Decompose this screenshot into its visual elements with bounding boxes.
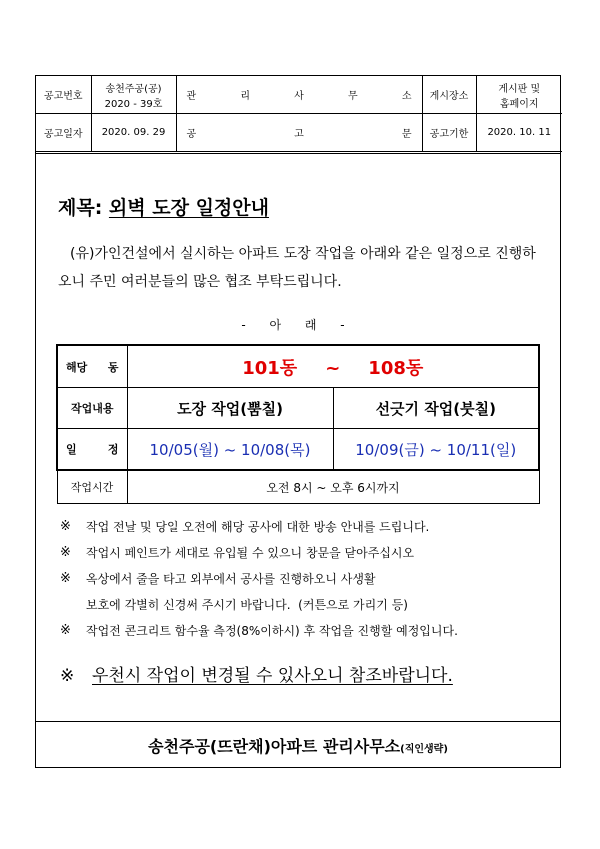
date-brush: 10/09(금) ~ 10/11(일) <box>333 429 539 471</box>
building-range: 101동 ~ 108동 <box>127 345 539 388</box>
notice-number-label: 공고번호 <box>36 76 91 114</box>
office-signature: 송천주공(뜨란채)아파트 관리사무소(직인생략) <box>148 737 448 756</box>
note-item: ※ 옥상에서 줄을 타고 외부에서 공사를 진행하오니 사생활 <box>60 571 376 586</box>
title-char: 소 <box>401 91 412 102</box>
building-label: 해당 동 <box>57 345 127 388</box>
header-table <box>36 76 562 152</box>
notice-title <box>176 114 422 152</box>
work-spray: 도장 작업(뿜칠) <box>127 388 333 429</box>
footer-divider <box>36 721 560 722</box>
title-char: 무 <box>347 91 358 102</box>
subject-heading: 제목: 외벽 도장 일정안내 <box>58 197 269 219</box>
date-label: 일 정 <box>57 429 127 471</box>
title-char: 공 <box>186 129 197 140</box>
post-place-label: 게시장소 <box>422 76 476 114</box>
notes-list <box>60 514 540 644</box>
title-char: 관 <box>186 91 197 102</box>
post-place: 게시판 및 홈페이지 <box>476 76 562 114</box>
title-char: 문 <box>401 129 412 140</box>
notice-date-label: 공고일자 <box>36 114 91 152</box>
notice-number: 송천주공(공) 2020 - 39호 <box>91 76 176 114</box>
notice-date: 2020. 09. 29 <box>91 114 176 152</box>
schedule-table <box>56 344 540 504</box>
subject-title: 외벽 도장 일정안내 <box>108 197 269 219</box>
work-hours: 오전 8시 ~ 오후 6시까지 <box>127 470 539 504</box>
office-title <box>176 76 422 114</box>
title-char: 사 <box>294 91 304 102</box>
title-char: 리 <box>240 91 250 102</box>
note-item: ※ 작업전 콘크리트 함수율 측정(8%이하시) 후 작업을 진행할 예정입니다. <box>60 623 458 638</box>
work-brush: 선긋기 작업(붓칠) <box>333 388 539 429</box>
rain-notice: ※ 우천시 작업이 변경될 수 있사오니 참조바랍니다. <box>60 666 453 686</box>
hours-label: 작업시간 <box>57 470 127 504</box>
note-item-continued: 보호에 각별히 신경써 주시기 바랍니다. (커튼으로 가리기 등) <box>86 598 408 612</box>
date-spray: 10/05(월) ~ 10/08(목) <box>127 429 333 471</box>
deadline-date: 2020. 10. 11 <box>476 114 562 152</box>
note-item: ※ 작업 전날 및 당일 오전에 해당 공사에 대한 방송 안내를 드립니다. <box>60 519 430 534</box>
notice-document <box>35 75 561 768</box>
title-char: 고 <box>294 129 304 140</box>
body-paragraph: (유)가인건설에서 실시하는 아파트 도장 작업을 아래와 같은 일정으로 진행하오니 주민 여러분들의 많은 협조 부탁드립니다. <box>58 246 536 290</box>
note-item: ※ 작업시 페인트가 세대로 유입될 수 있으니 창문을 닫아주십시오 <box>60 545 415 560</box>
header-divider <box>36 153 560 157</box>
work-label: 작업내용 <box>57 388 127 429</box>
deadline-label: 공고기한 <box>422 114 476 152</box>
seal-omitted: (직인생략) <box>400 744 448 755</box>
details-marker: - 아 래 - <box>241 318 355 332</box>
